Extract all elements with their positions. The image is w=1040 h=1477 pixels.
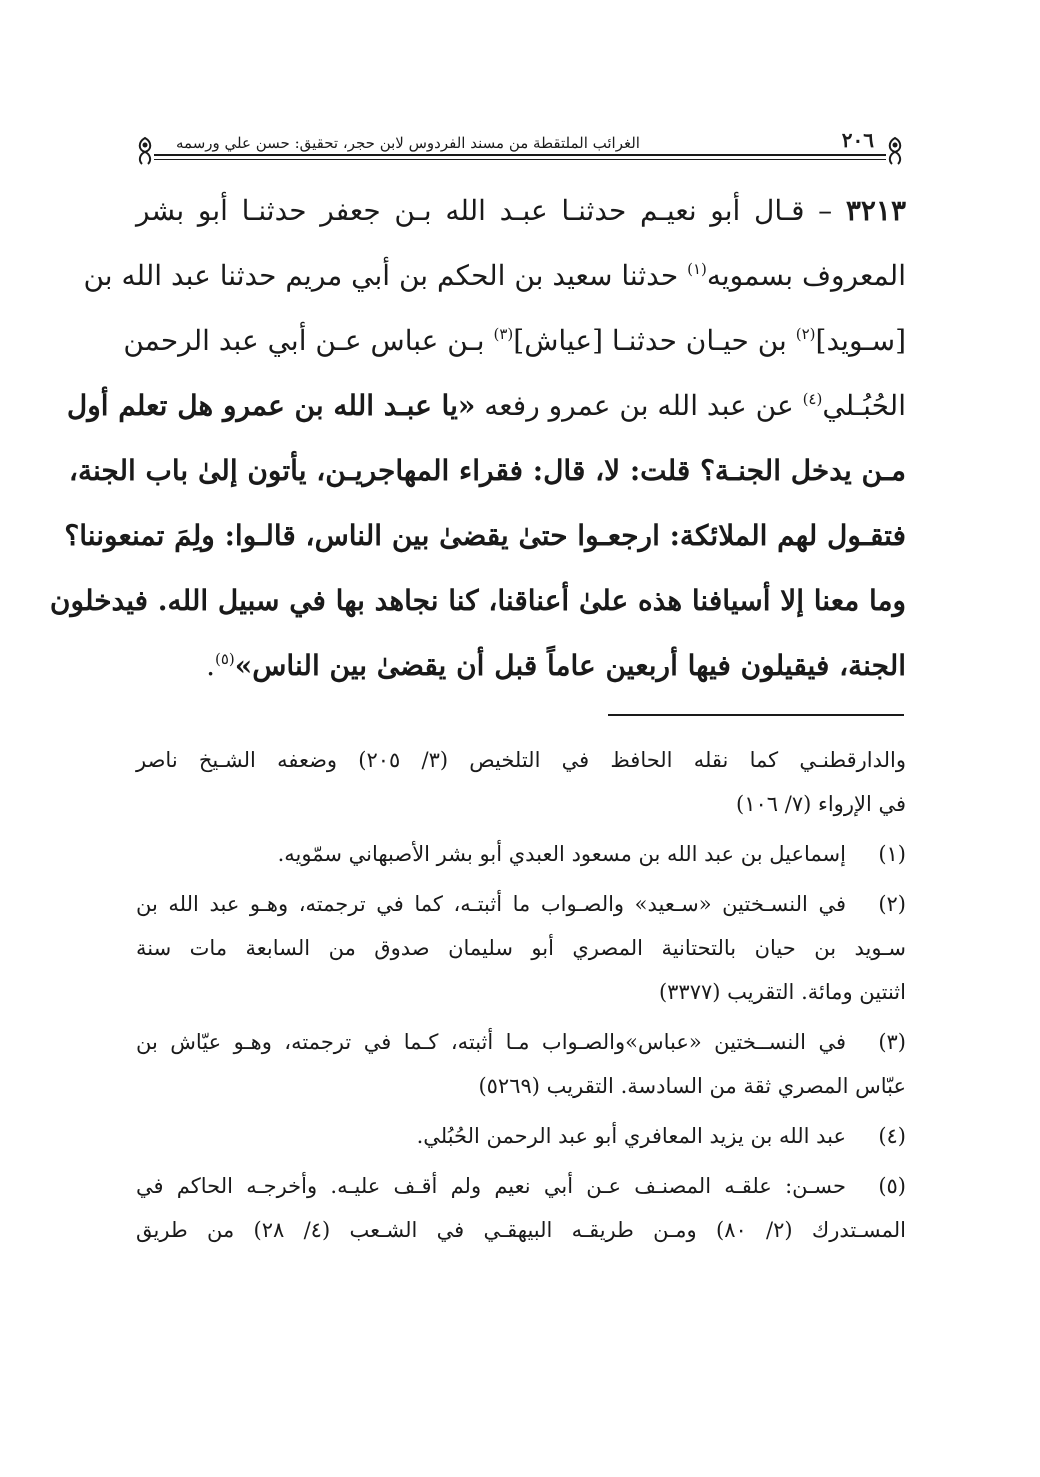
text-line [66, 373, 906, 438]
text-line [123, 308, 906, 373]
footnote-entry [136, 882, 906, 926]
footnote-text: حسـن: علقـه المصنـف عـن أبي نعيم ولم أقـف عليـه. وأخرجـه الحاكم في [136, 1174, 846, 1198]
footnote-marker: (٢) [795, 325, 816, 343]
isnad-text: . [206, 649, 215, 682]
footnote-text: في النسـختين «سـعيد» والصـواب ما أثبتـه، كما في ترجمته، وهـو عبد الله بن [136, 892, 846, 916]
hadith-matn: الجنة، فيقيلون فيها أربعين عاماً قبل أن يقضىٰ بين الناس» [234, 649, 906, 682]
footnote-text: في النســختين «عباس»والصـواب مـا أثبته، كـما في ترجمته، وهـو عيّاش بن [136, 1030, 846, 1054]
isnad-text: بـن عباس عـن أبي عبد الرحمن [123, 324, 494, 357]
footnote-text: عبد الله بن يزيد المعافري أبو عبد الرحمن الحُبُلي. [416, 1124, 846, 1148]
page-number: ٢٠٦ [841, 128, 874, 152]
footnote-entry [136, 1164, 906, 1208]
footnote-text: إسماعيل بن عبد الله بن مسعود العبدي أبو بشر الأصبهاني سمّويه. [277, 842, 846, 866]
isnad-text: عن عبد الله بن عمرو رفعه [475, 389, 803, 422]
footnote-marker: (١) [687, 260, 707, 278]
floral-ornament-icon [132, 136, 158, 166]
running-header [132, 122, 908, 162]
footnote-number: (٢) [878, 892, 906, 916]
text-line [83, 243, 906, 308]
footnote-list [136, 832, 906, 1252]
header-rule [154, 159, 886, 160]
footnote-continuation-line: في الإرواء (٧/ ١٠٦) [736, 792, 906, 816]
footnote-text: المسـتدرك (٢/ ٨٠) ومـن طريقـه البيهقـي في الشـعب (٤/ ٢٨) من طريق [136, 1218, 906, 1242]
header-rule [154, 154, 886, 156]
isnad-text: – قـال أبو نعيـم حدثنـا عبـد الله بـن جعفر حدثنـا أبو بشر [136, 194, 846, 227]
footnote-entry [136, 1114, 906, 1158]
footnote-text: عبّاس المصري ثقة من السادسة. التقريب (٥٢٦٩) [478, 1074, 906, 1098]
text-line [136, 178, 906, 243]
footnote-number: (٥) [878, 1174, 906, 1198]
footnote-text: اثنتين ومائة. التقريب (٣٣٧٧) [658, 980, 906, 1004]
footnote-separator [608, 714, 904, 716]
footnote-text: سـويد بن حيان بالتحتانية المصري أبو سليمان صدوق من السابعة مات سنة [136, 936, 906, 960]
footnote-number: (٣) [878, 1030, 906, 1054]
footnote-continuation-line: والدارقطنـي كما نقله الحافظ في التلخيص (٣/ ٢٠٥) وضعفه الشـيخ ناصر [136, 748, 906, 772]
isnad-text: الحُبُـلي [822, 389, 906, 422]
hadith-number: ٣٢١٣ [845, 194, 906, 227]
footnote-number: (٤) [878, 1124, 906, 1148]
hadith-matn: وما معنا إلا أسيافنا هذه علىٰ أعناقنا، كنا نجاهد بها في سبيل الله. فيدخلون [49, 584, 906, 617]
floral-ornament-icon [882, 136, 908, 166]
isnad-text: حدثنا سعيد بن الحكم بن أبي مريم حدثنا عبد الله بن [83, 259, 688, 292]
hadith-matn: فتقـول لهم الملائكة: ارجعـوا حتىٰ يقضىٰ بين الناس، قالـوا: ولِمَ تمنعوننا؟ [64, 519, 906, 552]
footnote-marker: (٣) [493, 325, 514, 343]
footnotes [136, 738, 906, 1252]
footnote-entry [136, 832, 906, 876]
isnad-text: [سـويد] [815, 324, 906, 357]
text-line [68, 438, 906, 503]
footnote-entry [136, 1020, 906, 1064]
hadith-matn: مـن يدخل الجنـة؟ قلت: لا، قال: فقراء المهاجريـن، يأتون إلىٰ باب الجنة، [68, 454, 906, 487]
isnad-text: بن حيـان حدثنـا [عياش] [513, 324, 796, 357]
footnote-marker: (٤) [802, 390, 823, 408]
running-title: الغرائب الملتقطة من مسند الفردوس لابن حجر، تحقيق: حسن علي ورسمه [176, 134, 640, 152]
footnote-marker: (٥) [214, 650, 235, 668]
hadith-matn: «يا عبـد الله بن عمرو هل تعلم أول [66, 389, 476, 422]
footnote-number: (١) [878, 842, 906, 866]
text-line [49, 568, 906, 633]
hadith-body [49, 178, 906, 698]
isnad-text: المعروف بسمويه [706, 259, 906, 292]
text-line [64, 503, 906, 568]
text-line [136, 633, 906, 698]
